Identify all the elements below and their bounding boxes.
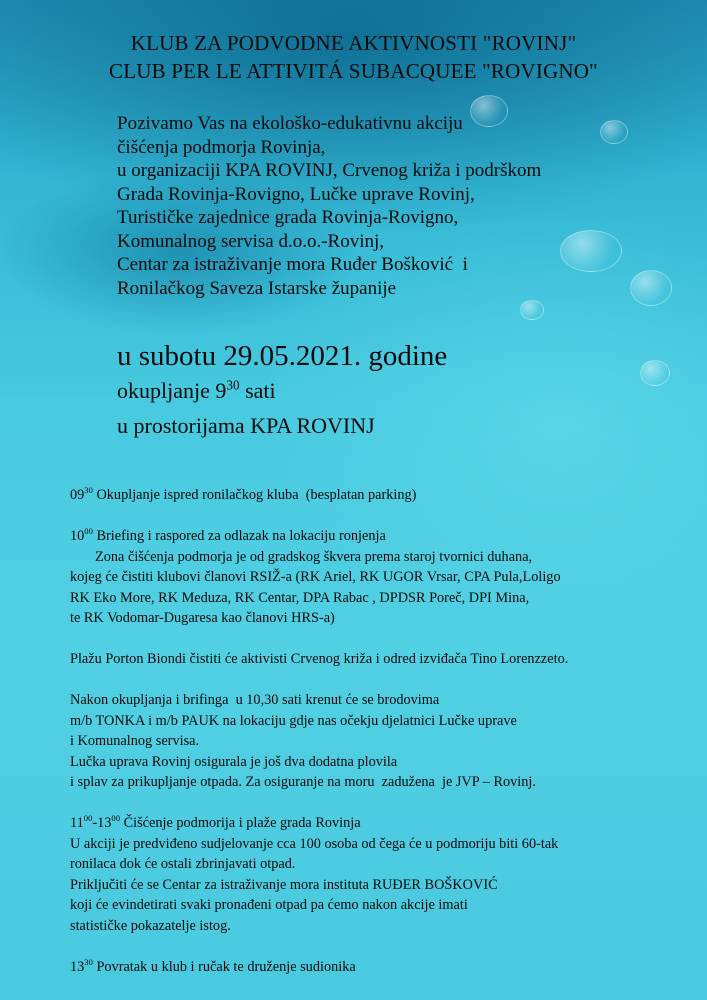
schedule-line: kojeg će čistiti klubovi članovi RSIŽ-a (RK Ariel, RK UGOR Vrsar, CPA Pula,Loligo — [70, 569, 561, 585]
time-minutes: 30 — [84, 485, 93, 496]
invitation-line: Pozivamo Vas na ekološko-edukativnu akciju — [117, 113, 463, 134]
schedule-line: koji će evindetirati svaki pronađeni otpad pa ćemo nakon akcije imati — [70, 897, 468, 913]
schedule-text: Povratak u klub i ručak te druženje sudionika — [92, 958, 356, 975]
schedule-text: Briefing i raspored za odlazak na lokaciju ronjenja — [92, 528, 386, 544]
schedule-line: statističke pokazatelje istog. — [70, 917, 231, 934]
bubble-decoration — [600, 120, 628, 144]
schedule-line: m/b TONKA i m/b PAUK na lokaciju gdje nas očekju djelatnici Lučke uprave — [70, 712, 517, 729]
time-hour: 09 — [70, 487, 85, 503]
time-minutes: 00 — [111, 813, 120, 824]
schedule-line: U akciji je predviđeno sudjelovanje cca 100 osoba od čega će u podmoriju biti 60-tak — [70, 835, 559, 852]
event-date: u subotu 29.05.2021. godine — [117, 340, 448, 372]
time-hour: 11 — [70, 815, 84, 831]
schedule-item-briefing — [70, 526, 568, 547]
schedule-item-cleanup — [70, 813, 568, 834]
invitation-line: čišćenja podmorja Rovinja, — [117, 136, 326, 158]
bubble-decoration — [520, 300, 544, 320]
schedule-item-return — [70, 957, 568, 978]
schedule-line: Zona čišćenja podmorja je od gradskog škvera prema staroj tvornici duhana, — [70, 548, 533, 565]
invitation-line: Centar za istraživanje mora Ruđer Bošković i — [117, 254, 468, 275]
schedule-line: Lučka uprava Rovinj osigurala je još dva dodatna plovila — [70, 753, 398, 770]
invitation-line: u organizaciji KPA ROVINJ, Crvenog križa i podrškom — [117, 160, 542, 181]
invitation-line: Komunalnog servisa d.o.o.-Rovinj, — [117, 230, 385, 252]
schedule-line: i Komunalnog servisa. — [70, 733, 200, 749]
time-minutes: 30 — [84, 956, 93, 967]
time-hour: 10 — [70, 528, 85, 544]
schedule-text: Čišćenje podmorija i plaže grada Rovinja — [120, 815, 361, 831]
meeting-minutes: 30 — [226, 377, 240, 393]
invitation-line: Turističke zajednice grada Rovinja-Rovigno, — [117, 207, 459, 228]
invitation-line: Ronilačkog Saveza Istarske županije — [117, 277, 397, 299]
schedule-line: te RK Vodomar-Dugaresa kao članovi HRS-a) — [70, 610, 335, 626]
meeting-time — [117, 378, 276, 404]
invitation-line: Grada Rovinja-Rovigno, Lučke uprave Rovinj, — [117, 183, 475, 205]
club-title-croatian: KLUB ZA PODVODNE AKTIVNOSTI "ROVINJ" — [130, 31, 577, 55]
schedule-text: Okupljanje ispred ronilačkog kluba (besplatan parking) — [92, 487, 417, 503]
schedule-item-gathering — [70, 485, 568, 506]
time-minutes: 00 — [83, 813, 93, 824]
bubble-decoration — [630, 270, 672, 306]
schedule-line: Nakon okupljanja i brifinga u 10,30 sati krenut će se brodovima — [70, 692, 440, 708]
time-minutes: 00 — [84, 526, 93, 537]
time-separator: - — [92, 815, 98, 831]
time-hour: 13 — [97, 815, 112, 831]
schedule-line: Priključiti će se Centar za istraživanje mora instituta RUĐER BOŠKOVIĆ — [70, 876, 498, 893]
schedule-line: ronilaca dok će ostali zbrinjavati otpad. — [70, 856, 296, 872]
bubble-decoration — [560, 230, 622, 272]
porton-note: Plažu Porton Biondi čistiti će aktivisti Crvenog križa i odred izviđača Tino Lorenzzeto. — [70, 651, 569, 667]
schedule-line: RK Eko More, RK Meduza, RK Centar, DPA Rabac , DPDSR Poreč, DPI Mina, — [70, 589, 530, 606]
meeting-venue: u prostorijama KPA ROVINJ — [117, 413, 375, 438]
invitation-text — [117, 112, 541, 300]
bubble-decoration — [640, 360, 670, 386]
club-title-italian: CLUB PER LE ATTIVITÁ SUBACQUEE "ROVIGNO" — [109, 59, 598, 83]
time-hour: 13 — [70, 958, 85, 975]
schedule-line: i splav za prikupljanje otpada. Za osiguranje na moru zadužena je JVP – Rovinj. — [70, 774, 536, 790]
meeting-prefix: okupljanje 9 — [117, 378, 227, 403]
meeting-suffix: sati — [239, 378, 276, 403]
schedule — [70, 485, 568, 977]
